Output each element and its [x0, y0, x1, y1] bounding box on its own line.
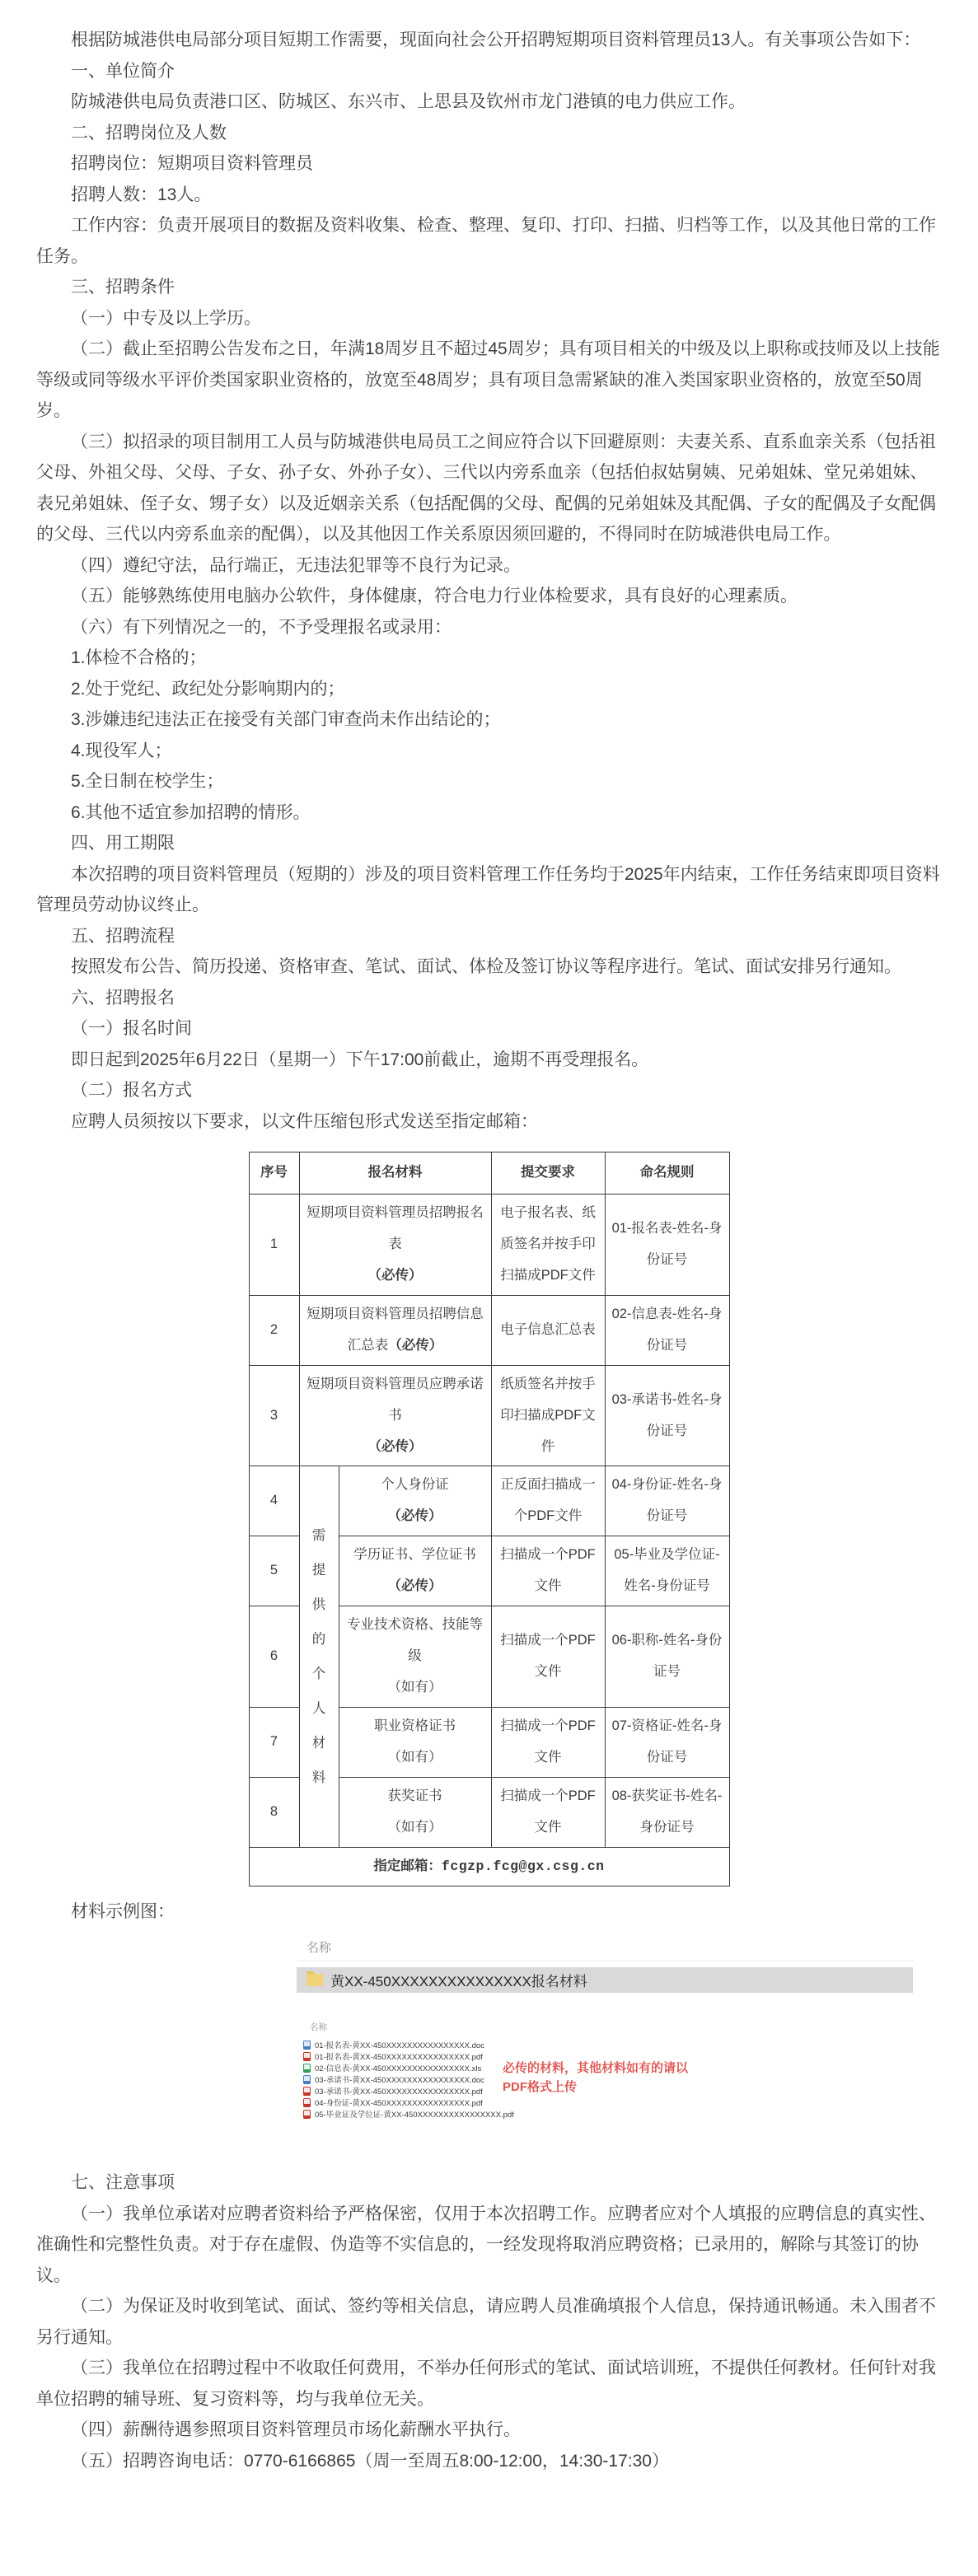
header-naming-rule: 命名规则 [605, 1152, 729, 1194]
paragraph: 即日起到2025年6月22日（星期一）下午17:00前截止，逾期不再受理报名。 [71, 1050, 649, 1069]
section-heading-5: 五、招聘流程 [71, 926, 175, 946]
explorer-name-column-header: 名称 [310, 2022, 327, 2033]
paragraph: （五）能够熟练使用电脑办公软件，身体健康，符合电力行业体检要求，具有良好的心理素质。 [71, 587, 798, 605]
folder-icon [307, 1974, 323, 1986]
paragraph: （二）为保证及时收到笔试、面试、签约等相关信息，请应聘人员准确填报个人信息，保持通讯畅通。未入围者不另行通知。 [36, 2297, 936, 2347]
cell-material [299, 1194, 491, 1295]
explorer-name-column-header: 名称 [297, 1933, 913, 1961]
section-heading-2: 二、招聘岗位及人数 [71, 123, 227, 143]
paragraph: 工作内容：负责开展项目的数据及资料收集、检查、整理、复印、打印、扫描、归档等工作，以及其他日常的工作任务。 [36, 216, 936, 266]
cell-material [339, 1536, 491, 1606]
paragraph: 本次招聘的项目资料管理员（短期的）涉及的项目资料管理工作任务均于2025年内结束，工作任务结束即项目资料管理员劳动协议终止。 [36, 864, 940, 914]
paragraph: （六）有下列情况之一的，不予受理报名或录用： [71, 617, 452, 637]
material-tag: （必传） [387, 1508, 442, 1524]
cell-no: 8 [249, 1777, 299, 1847]
file-name: 03-承诺书-黄XX-450XXXXXXXXXXXXXXXX.doc [315, 2076, 484, 2086]
cell-material [299, 1365, 491, 1466]
paragraph: 招聘岗位：短期项目资料管理员 [71, 154, 313, 173]
paragraph: （四）遵纪守法，品行端正，无违法犯罪等不良行为记录。 [71, 555, 521, 575]
material-tag: （必传） [387, 1578, 442, 1594]
table-row [249, 1194, 729, 1295]
paragraph: 应聘人员须按以下要求，以文件压缩包形式发送至指定邮箱： [71, 1111, 538, 1131]
material-text: 获奖证书 [387, 1788, 442, 1803]
list-item: 2.处于党纪、政纪处分影响期内的； [71, 679, 345, 699]
mailbox-label: 指定邮箱： [373, 1858, 442, 1873]
materials-example-image [297, 1933, 956, 2146]
section-heading-1: 一、单位简介 [71, 61, 175, 81]
cell-material [339, 1606, 491, 1708]
table-row [249, 1365, 729, 1466]
pdf-upload-note [503, 2059, 688, 2097]
file-name: 03-承诺书-黄XX-450XXXXXXXXXXXXXXXX.pdf [315, 2087, 483, 2097]
cell-naming: 06-职称-姓名-身份证号 [605, 1606, 729, 1708]
material-tag: （如有） [387, 1819, 442, 1835]
material-text: 短期项目资料管理员应聘承诺书 [307, 1376, 484, 1423]
material-text: 短期项目资料管理员招聘报名表 [307, 1204, 484, 1251]
cell-requirement: 电子报名表、纸质签名并按手印扫描成PDF文件 [491, 1194, 605, 1295]
cell-naming: 02-信息表-姓名-身份证号 [605, 1295, 729, 1365]
doc-file-icon [303, 2041, 311, 2050]
table-header-row [249, 1152, 729, 1194]
note-line: 必传的材料，其他材料如有的请以 [503, 2061, 689, 2076]
cell-no: 7 [249, 1708, 299, 1778]
cell-material [299, 1295, 491, 1365]
list-item: 3.涉嫌违纪违法正在接受有关部门审查尚未作出结论的； [71, 710, 501, 729]
file-name: 05-毕业证及学位证-黄XX-450XXXXXXXXXXXXXXXX.pdf [315, 2111, 514, 2120]
pdf-file-icon [303, 2087, 311, 2096]
cell-requirement: 扫描成一个PDF文件 [491, 1777, 605, 1847]
cell-naming: 05-毕业及学位证-姓名-身份证号 [605, 1536, 729, 1606]
paragraph: （三）拟招录的项目制用工人员与防城港供电局员工之间应符合以下回避原则：夫妻关系、直系血亲关系（包括祖父母、外祖父母、父母、子女、孙子女、外孙子女）、三代以内旁系血亲（包括伯叔姑舅姨、兄弟姐妹、堂兄弟姐妹、表兄弟姐妹、侄子女、甥子女）以及近姻亲关系（包括配偶的父母、配偶的兄弟姐妹及其配偶、子女的配偶及子女配偶的父母、三代以内旁系血亲的配偶），以及其他因工作关系原因须回避的，不得同时在防城港供电局工作。 [36, 432, 936, 544]
material-text: 个人身份证 [381, 1477, 449, 1493]
doc-file-icon [303, 2075, 311, 2084]
cell-requirement: 电子信息汇总表 [491, 1295, 605, 1365]
cell-requirement: 扫描成一个PDF文件 [491, 1606, 605, 1708]
paragraph: 按照发布公告、简历投递、资格审查、笔试、面试、体检及签订协议等程序进行。笔试、面试安排另行通知。 [71, 957, 901, 976]
cell-personal-materials-group [299, 1466, 339, 1847]
paragraph: （二）报名方式 [71, 1081, 192, 1100]
note-line: PDF格式上传 [503, 2080, 578, 2095]
cell-no: 5 [249, 1536, 299, 1606]
paragraph: 防城港供电局负责港口区、防城区、东兴市、上思县及钦州市龙门港镇的电力供应工作。 [71, 92, 746, 111]
file-name: 01-报名表-黄XX-450XXXXXXXXXXXXXXXX.doc [315, 2041, 484, 2051]
material-text: 短期项目资料管理员招聘信息汇总表 [307, 1306, 484, 1353]
paragraph: （四）薪酬待遇参照项目资料管理员市场化薪酬水平执行。 [71, 2420, 521, 2440]
cell-no: 1 [249, 1194, 299, 1295]
email-address: fcgzp.fcg@gx.csg.cn [441, 1858, 605, 1874]
list-item [303, 2097, 956, 2108]
material-text: 专业技术资格、技能等级 [347, 1617, 483, 1664]
cell-naming: 07-资格证-姓名-身份证号 [605, 1708, 729, 1778]
list-item: 6.其他不适宜参加招聘的情形。 [71, 802, 311, 822]
cell-naming: 03-承诺书-姓名-身份证号 [605, 1365, 729, 1466]
paragraph: （三）我单位在招聘过程中不收取任何费用，不举办任何形式的笔试、面试培训班，不提供任何教材。任何针对我单位招聘的辅导班、复习资料等，均与我单位无关。 [36, 2359, 936, 2409]
material-tag: （必传） [367, 1267, 423, 1283]
announcement-document [36, 25, 942, 2476]
intro-paragraph: 根据防城港供电局部分项目短期工作需要，现面向社会公开招聘短期项目资料管理员13人。有关事项公告如下： [71, 30, 921, 49]
section-heading-7: 七、注意事项 [71, 2173, 175, 2193]
list-item: 1.体检不合格的； [71, 648, 207, 667]
section-heading-6: 六、招聘报名 [71, 988, 175, 1007]
example-folder-row [297, 1967, 913, 1993]
material-tag: （如有） [387, 1749, 442, 1765]
paragraph: 招聘人数：13人。 [71, 185, 212, 204]
pdf-file-icon [303, 2098, 311, 2107]
application-materials-table [249, 1152, 730, 1886]
paragraph: （一）中专及以上学历。 [71, 308, 261, 328]
cell-material [339, 1466, 491, 1536]
list-item [303, 2039, 956, 2050]
cell-no: 3 [249, 1365, 299, 1466]
cell-material [339, 1777, 491, 1847]
table-row [249, 1295, 729, 1365]
designated-mailbox-cell [249, 1847, 729, 1886]
header-seq-no: 序号 [249, 1152, 299, 1194]
material-tag: （必传） [388, 1337, 443, 1353]
cell-requirement: 扫描成一个PDF文件 [491, 1708, 605, 1778]
header-requirements: 提交要求 [491, 1152, 605, 1194]
cell-material [339, 1708, 491, 1778]
list-item: 4.现役军人； [71, 741, 172, 760]
cell-no: 2 [249, 1295, 299, 1365]
cell-no: 6 [249, 1606, 299, 1708]
list-item [303, 2108, 956, 2120]
material-tag: （必传） [367, 1438, 423, 1454]
folder-name: 黄XX-450XXXXXXXXXXXXXXX报名材料 [330, 1974, 587, 1990]
table-row [249, 1466, 729, 1536]
section-heading-4: 四、用工期限 [71, 834, 175, 853]
cell-requirement: 纸质签名并按手印扫描成PDF文件 [491, 1365, 605, 1466]
paragraph: （一）我单位承诺对应聘者资料给予严格保密，仅用于本次招聘工作。应聘者应对个人填报的应聘信息的真实性、准确性和完整性负责。对于存在虚假、伪造等不实信息的，一经发现将取消应聘资格；已录用的，解除与其签订的协议。 [36, 2204, 936, 2285]
cell-naming: 01-报名表-姓名-身份证号 [605, 1194, 729, 1295]
xls-file-icon [303, 2064, 311, 2073]
cell-naming: 08-获奖证书-姓名-身份证号 [605, 1777, 729, 1847]
table-footer-email-row [249, 1847, 729, 1886]
paragraph: （一）报名时间 [71, 1019, 192, 1038]
materials-example-label: 材料示例图： [71, 1901, 175, 1921]
list-item: 5.全日制在校学生； [71, 772, 224, 791]
contact-phone-paragraph: （五）招聘咨询电话：0770-6166865（周一至周五8:00-12:00，14:30-17:30） [71, 2451, 669, 2471]
pdf-file-icon [303, 2052, 311, 2061]
pdf-file-icon [303, 2110, 311, 2119]
cell-requirement: 正反面扫描成一个PDF文件 [491, 1466, 605, 1536]
material-tag: （如有） [387, 1680, 442, 1695]
cell-no: 4 [249, 1466, 299, 1536]
cell-requirement: 扫描成一个PDF文件 [491, 1536, 605, 1606]
section-heading-3: 三、招聘条件 [71, 278, 175, 297]
cell-naming: 04-身份证-姓名-身份证号 [605, 1466, 729, 1536]
group-label: 需提供的个人材料 [311, 1527, 326, 1786]
file-name: 01-报名表-黄XX-450XXXXXXXXXXXXXXXX.pdf [315, 2053, 483, 2063]
paragraph: （二）截止至招聘公告发布之日，年满18周岁且不超过45周岁；具有项目相关的中级及以上职称或技师及以上技能等级或同等级水平评价类国家职业资格的，放宽至48周岁；具有项目急需紧缺的准入类国家职业资格的，放宽至50周岁。 [36, 339, 940, 420]
file-name: 02-信息表-黄XX-450XXXXXXXXXXXXXXXX.xls [315, 2064, 482, 2074]
material-text: 职业资格证书 [374, 1718, 456, 1733]
material-text: 学历证书、学位证书 [353, 1547, 476, 1563]
header-materials: 报名材料 [299, 1152, 491, 1194]
file-name: 04-身份证-黄XX-450XXXXXXXXXXXXXXXX.pdf [315, 2099, 483, 2109]
